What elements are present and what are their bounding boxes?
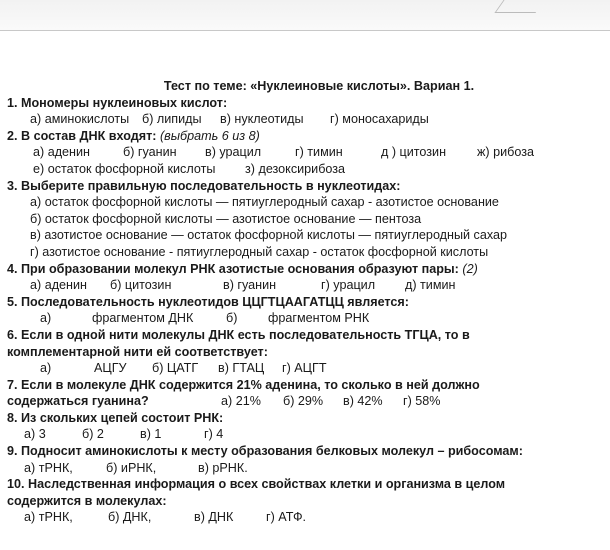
q5-option-a-text: фрагментом ДНК <box>92 311 194 326</box>
q6-option-a-letter: а) <box>40 361 52 376</box>
q2-option-f: ж) рибоза <box>477 145 535 160</box>
question-1-options <box>0 111 610 128</box>
q2-option-g: е) остаток фосфорной кислоты <box>33 161 216 176</box>
q6-option-b: б) ЦАТГ <box>152 361 199 376</box>
q6-option-d: г) АЦГТ <box>282 361 327 376</box>
q8-option-c: в) 1 <box>140 427 162 442</box>
question-10-options <box>0 509 610 526</box>
question-7-line-2 <box>0 393 610 410</box>
q4-option-c: в) гуанин <box>223 278 277 293</box>
q4-option-d: г) урацил <box>321 278 376 293</box>
q3-option-a: а) остаток фосфорной кислоты — пятиуглеродный сахар - азотистое основание <box>30 195 499 210</box>
question-2-options <box>0 144 610 161</box>
q1-option-a: а) аминокислоты <box>30 112 130 127</box>
question-2-text: 2. В состав ДНК входят: <box>7 128 157 143</box>
test-document <box>0 72 610 526</box>
q4-option-b: б) цитозин <box>110 278 172 293</box>
q3-option-d: г) азотистое основание - пятиуглеродный сахар - остаток фосфорной кислоты <box>30 244 489 259</box>
question-8-options <box>0 426 610 443</box>
q2-option-b: б) гуанин <box>123 145 177 160</box>
q1-option-b: б) липиды <box>142 112 202 127</box>
q2-option-h: з) дезоксирибоза <box>245 161 346 176</box>
q5-option-b-text: фрагментом РНК <box>268 311 370 326</box>
q1-option-d: г) моносахариды <box>330 112 429 127</box>
q7-option-d: г) 58% <box>403 394 441 409</box>
q2-option-c: в) урацил <box>205 145 262 160</box>
question-2 <box>0 128 610 145</box>
q9-option-a: а) тРНК, <box>24 460 73 475</box>
question-6-line-2: комплементарной нити ей соответствует: <box>7 344 268 359</box>
question-5: 5. Последовательность нуклеотидов ЦЦГТЦААГАТЦЦ является: <box>7 294 409 309</box>
q8-option-b: б) 2 <box>82 427 104 442</box>
q9-option-c: в) рРНК. <box>198 460 248 475</box>
q10-option-c: в) ДНК <box>194 510 234 525</box>
question-9-options <box>0 460 610 477</box>
q10-option-d: г) АТФ. <box>266 510 307 525</box>
q1-option-c: в) нуклеотиды <box>220 112 304 127</box>
question-8: 8. Из скольких цепей состоит РНК: <box>7 410 224 425</box>
page-title: Тест по теме: «Нуклеиновые кислоты». Вариан 1. <box>163 79 475 93</box>
q3-option-b: б) остаток фосфорной кислоты — азотистое основание — пентоза <box>30 211 422 226</box>
question-4 <box>0 261 610 278</box>
question-9: 9. Подносит аминокислоты к месту образования белковых молекул – рибосомам: <box>7 444 523 459</box>
page-corner-mark <box>494 0 544 13</box>
question-7-text-2: содержаться гуанина? <box>7 394 149 409</box>
question-10-line-1: 10. Наследственная информация о всех свойствах клетки и организма в целом <box>7 477 506 492</box>
question-4-text: 4. При образовании молекул РНК азотистые основания образуют пары: <box>7 261 459 276</box>
question-3: 3. Выберите правильную последовательность в нуклеотидах: <box>7 178 401 193</box>
question-2-note: (выбрать 6 из 8) <box>159 128 260 143</box>
q7-option-c: в) 42% <box>343 394 383 409</box>
q2-option-d: г) тимин <box>295 145 343 160</box>
question-7-line-1: 7. Если в молекуле ДНК содержится 21% аденина, то сколько в ней должно <box>7 377 480 392</box>
q3-option-c: в) азотистое основание — остаток фосфорной кислоты — пятиуглеродный сахар <box>30 228 508 243</box>
question-6-line-1: 6. Если в одной нити молекулы ДНК есть последовательность ТГЦА, то в <box>7 327 470 342</box>
q6-option-c: в) ГТАЦ <box>218 361 265 376</box>
question-1: 1. Мономеры нуклеиновых кислот: <box>7 95 228 110</box>
q6-option-a-text: АЦГУ <box>94 361 127 376</box>
q5-option-a-letter: а) <box>40 311 52 326</box>
q4-option-a: а) аденин <box>30 278 87 293</box>
previous-page-edge <box>0 0 610 31</box>
question-4-note: (2) <box>462 261 478 276</box>
q10-option-b: б) ДНК, <box>108 510 152 525</box>
q4-option-e: д) тимин <box>405 278 456 293</box>
question-2-options-row-2 <box>0 161 610 178</box>
q8-option-d: г) 4 <box>204 427 224 442</box>
question-5-options <box>0 310 610 327</box>
q2-option-a: а) аденин <box>33 145 90 160</box>
q10-option-a: а) тРНК, <box>24 510 73 525</box>
q9-option-b: б) иРНК, <box>106 460 157 475</box>
q8-option-a: а) 3 <box>24 427 46 442</box>
q5-option-b-letter: б) <box>226 311 238 326</box>
q7-option-b: б) 29% <box>283 394 324 409</box>
question-6-options <box>0 360 610 377</box>
question-10-line-2: содержится в молекулах: <box>7 493 167 508</box>
q7-option-a: а) 21% <box>221 394 261 409</box>
question-4-options <box>0 277 610 294</box>
q2-option-e: д ) цитозин <box>381 145 447 160</box>
